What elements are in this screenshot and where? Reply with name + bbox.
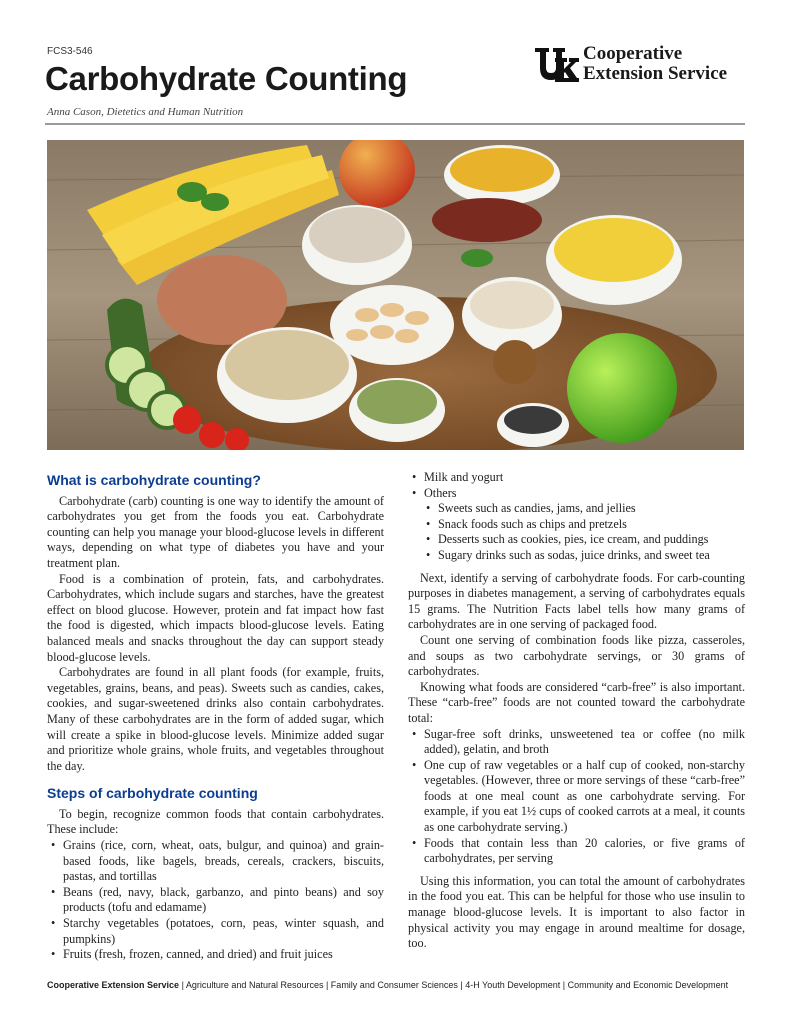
paragraph: Using this information, you can total the amount of carbohydrates in the food you eat. This can be helpful for those who use insulin to manage blood-glucose levels. It is important to also factor in physical activity you may engage in around mealtime for dosage, too. bbox=[408, 873, 745, 951]
footer-org: Cooperative Extension Service bbox=[47, 980, 180, 990]
author-line: Anna Cason, Dietetics and Human Nutrition bbox=[47, 106, 244, 118]
list-item-label: Others bbox=[424, 485, 457, 500]
list-item: • Grains (rice, corn, wheat, oats, bulgur, and quinoa) and grain-based foods, like bagels, breads, cereals, crackers, biscuits, pastas, and tortillas bbox=[63, 838, 384, 885]
page-title: Carbohydrate Counting bbox=[45, 60, 408, 97]
section-heading-steps: Steps of carbohydrate counting bbox=[47, 785, 258, 802]
footer-units: | Agriculture and Natural Resources | Family and Consumer Sciences | 4-H Youth Development | Community and Economic Development bbox=[179, 980, 729, 990]
paragraph: Carbohydrate (carb) counting is one way to identify the amount of carbohydrates you get from the foods you eat. Carbohydrate counting can help you manage your blood-glucose levels in different ways, depending on what type of diabetes you have and your treatment plan. bbox=[47, 493, 384, 570]
list-item: • Sugar-free soft drinks, unsweetened tea or coffee (no milk added), gelatin, and broth bbox=[424, 727, 745, 758]
hero-food-photo bbox=[47, 140, 744, 450]
carb-foods-list bbox=[47, 838, 384, 963]
paragraph: To begin, recognize common foods that contain carbohydrates. These include: bbox=[47, 806, 384, 837]
section-heading-what-is: What is carbohydrate counting? bbox=[47, 472, 261, 488]
list-item: • Milk and yogurt bbox=[424, 470, 745, 486]
left-column bbox=[47, 470, 384, 963]
carb-foods-list-continued bbox=[408, 470, 745, 564]
logo-line-1: Cooperative bbox=[583, 43, 683, 64]
paragraph: Knowing what foods are considered “carb-free” is also important. These “carb-free” foods are not counted toward the carbohydrate total: bbox=[408, 679, 745, 725]
publication-code: FCS3-546 bbox=[47, 46, 93, 57]
sub-list-item: • Sweets such as candies, jams, and jellies bbox=[438, 501, 745, 517]
list-item: • One cup of raw vegetables or a half cup of cooked, non-starchy vegetables. (However, three or more servings of these “carb-free” foods at one meal count as one carbohydrate serving. For example, if you eat 1½ cups of cooked carrots at a meal, it counts as one carbohydrate serving.) bbox=[424, 758, 745, 836]
others-sublist bbox=[424, 501, 745, 563]
sub-list-item: • Snack foods such as chips and pretzels bbox=[438, 517, 745, 533]
list-item: • Foods that contain less than 20 calories, or five grams of carbohydrates, per serving bbox=[424, 836, 745, 867]
footer bbox=[47, 980, 747, 990]
header-divider bbox=[45, 123, 745, 125]
list-item: • Beans (red, navy, black, garbanzo, and pinto beans) and soy products (tofu and edamame) bbox=[63, 885, 384, 916]
carb-free-list bbox=[408, 727, 745, 867]
extension-logo bbox=[533, 44, 748, 86]
list-item: • Starchy vegetables (potatoes, corn, peas, winter squash, and pumpkins) bbox=[63, 916, 384, 947]
paragraph: Next, identify a serving of carbohydrate foods. For carb-counting purposes in diabetes management, a serving of carbohydrates equals 15 grams. The Nutrition Facts label tells how many grams of carbohydrates are in one serving of packaged food. bbox=[408, 570, 745, 632]
list-item: • Fruits (fresh, frozen, canned, and dried) and fruit juices bbox=[63, 947, 384, 963]
paragraph: Food is a combination of protein, fats, and carbohydrates. Carbohydrates, which include sugars and starches, have the greatest effect on blood glucose. However, protein and fat impact how fast the food is digested, which impacts blood-glucose levels. Eating balanced meals and snacks throughout the day can support steady blood-glucose levels. bbox=[47, 571, 384, 664]
right-column bbox=[408, 470, 745, 952]
uk-logo-icon bbox=[533, 46, 579, 84]
paragraph: Count one serving of combination foods like pizza, casseroles, and soups as two carbohydrate servings, or 30 grams of carbohydrates. bbox=[408, 632, 745, 679]
sub-list-item: • Sugary drinks such as sodas, juice drinks, and sweet tea bbox=[438, 548, 745, 564]
sub-list-item: • Desserts such as cookies, pies, ice cream, and puddings bbox=[438, 532, 745, 548]
logo-line-2: Extension Service bbox=[583, 63, 728, 84]
list-item bbox=[424, 486, 745, 564]
paragraph: Carbohydrates are found in all plant foods (for example, fruits, vegetables, grains, beans, and peas). Sweets such as candies, cakes, cookies, and sugar-sweetened drinks also contain carbohydrates. Many of these carbohydrates are in the form of added sugar, which will create a spike in blood-glucose levels. Minimize added sugar and prioritize whole grains, whole fruits, and vegetables throughout the day. bbox=[47, 665, 384, 773]
